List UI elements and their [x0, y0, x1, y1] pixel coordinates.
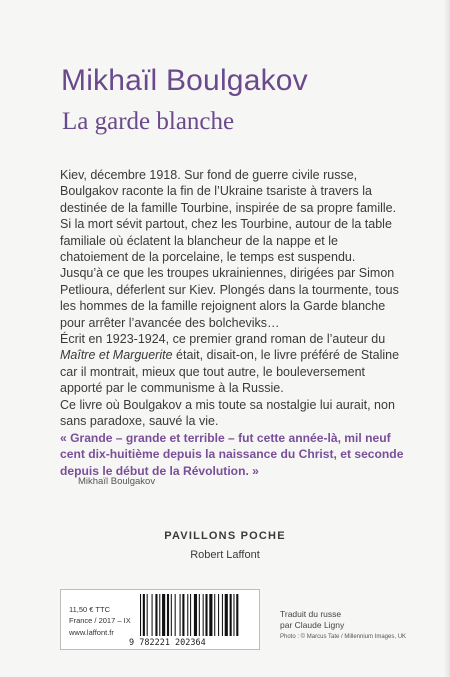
translator-line-2: par Claude Ligny [280, 620, 345, 630]
summary-text [60, 167, 400, 430]
barcode-icon [134, 594, 259, 640]
quote-text: « Grande – grande et terrible – fut cette année-là, mil neuf cent dix-huitième depuis la naissance du Christ, et seconde depuis le début de la Révolution. » [60, 431, 404, 478]
collection-name: PAVILLONS POCHE [164, 530, 286, 542]
barcode-bar [152, 594, 153, 636]
barcode-bar [175, 594, 176, 636]
publisher-name: Robert Laffont [190, 549, 260, 561]
barcode-bar [199, 594, 200, 636]
website: www.laffont.fr [69, 627, 114, 637]
barcode-bar [147, 594, 148, 636]
summary-paragraph-1: Kiev, décembre 1918. Sur fond de guerre civile russe, Boulgakov raconte la fin de l’Ukraine tsariste à travers la destinée de la famille Tourbine, inspirée de sa propre famille. Si la mort sévit partout, chez les Tourbine, autour de la table familiale où éclatent la blancheur de la nappe et le chatoiement de la porcelaine, le temps est suspendu. Jusqu’à ce que les troupes ukrainiennes, dirigées par Simon Petlioura, déferlent sur Kiev. Plongés dans la tourmente, tous les hommes de la famille rejoignent alors la Garde blanche pour arrêter l’avancée des bolcheviks… [60, 168, 399, 330]
barcode-bar [190, 594, 191, 636]
barcode-bar [209, 594, 212, 636]
cover-edge-shadow [444, 0, 450, 677]
barcode-bar [171, 594, 172, 636]
price-info [69, 604, 131, 638]
barcode-bar [236, 594, 238, 636]
book-title: La garde blanche [62, 108, 235, 135]
barcode-bar [218, 594, 219, 636]
barcode-bar [233, 594, 234, 636]
photo-credit: Photo : © Marcus Tate / Millennium Images, UK [280, 634, 407, 640]
barcode-bar [222, 594, 223, 636]
barcode-bar [230, 594, 232, 636]
barcode-bar [205, 594, 207, 636]
summary-paragraph-2 [60, 331, 400, 397]
author-name: Mikhaïl Boulgakov [61, 64, 308, 97]
barcode-bar [225, 594, 228, 636]
region-date: France / 2017 – IX [69, 616, 131, 626]
translator-line-1: Traduit du russe [280, 609, 342, 619]
barcode-bar [159, 594, 160, 636]
barcode-bar [187, 594, 188, 636]
barcode-bar [180, 594, 181, 636]
quote-attribution: Mikhaïl Boulgakov [78, 476, 156, 487]
barcode-bar [140, 594, 141, 636]
summary-paragraph-3: Ce livre où Boulgakov a mis toute sa nostalgie lui aurait, non sans paradoxe, sauvé la vie. [60, 397, 395, 429]
summary-work-title: Maître et Marguerite [60, 348, 173, 363]
barcode-bar [162, 594, 165, 636]
barcode-bar [214, 594, 215, 636]
translator-credit [280, 609, 344, 631]
price: 11,50 € TTC [69, 605, 110, 614]
barcode-panel [60, 589, 260, 650]
isbn-number: 9 782221 202364 [129, 638, 206, 648]
barcode-bar [167, 594, 169, 636]
barcode-bar [143, 594, 145, 636]
barcode-bar [182, 594, 184, 636]
summary-paragraph-2-start: Écrit en 1923-1924, ce premier grand roman de l’auteur du [60, 332, 386, 347]
barcode-bar [194, 594, 197, 636]
summary-paragraph-2-end: était, disait-on, le livre préféré de Staline car il montrait, mieux que tout autre, le bouleversement apporté par le communisme à la Russie. [60, 348, 400, 396]
barcode-bar [155, 594, 157, 636]
barcode-bar [203, 594, 204, 636]
